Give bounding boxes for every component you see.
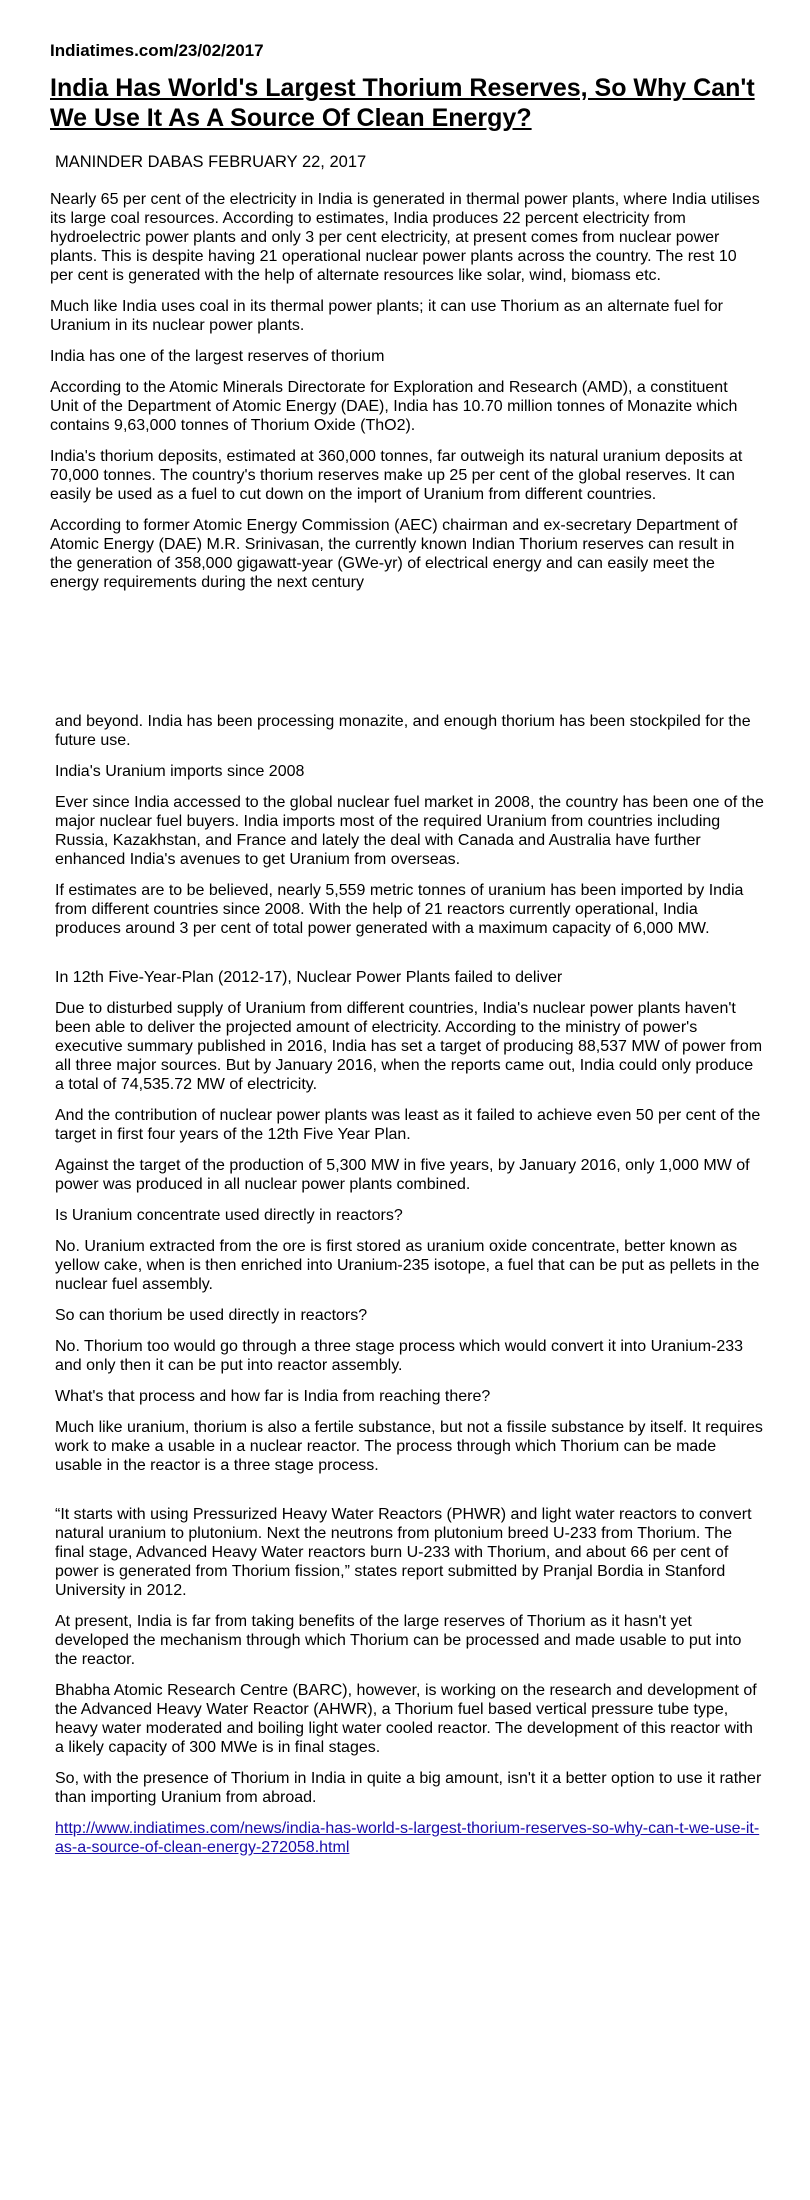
subheading: What's that process and how far is India from reaching there? bbox=[55, 1388, 491, 1405]
paragraph: No. Uranium extracted from the ore is first stored as uranium oxide concentrate, better known as yellow cake, when is then enriched into Uranium-235 isotope, a fuel that can be put as pellets in the nuclear fuel assembly. bbox=[55, 1238, 760, 1293]
subheading: In 12th Five-Year-Plan (2012-17), Nuclear Power Plants failed to deliver bbox=[55, 969, 563, 986]
subheading: Is Uranium concentrate used directly in reactors? bbox=[55, 1207, 403, 1224]
paragraph: So, with the presence of Thorium in India in quite a big amount, isn't it a better option to use it rather than importing Uranium from abroad. bbox=[55, 1770, 762, 1806]
paragraph: According to the Atomic Minerals Directorate for Exploration and Research (AMD), a constituent Unit of the Department of Atomic Energy (DAE), India has 10.70 million tonnes of Monazite which contains 9,63,000 tonnes of Thorium Oxide (ThO2). bbox=[50, 379, 738, 434]
subheading: India's Uranium imports since 2008 bbox=[55, 763, 305, 780]
paragraph: And the contribution of nuclear power plants was least as it failed to achieve even 50 per cent of the target in first four years of the 12th Five Year Plan. bbox=[55, 1107, 761, 1143]
paragraph: If estimates are to be believed, nearly 5,559 metric tonnes of uranium has been imported by India from different countries since 2008. With the help of 21 reactors currently operational, India produces around 3 per cent of total power generated with a maximum capacity of 6,000 MW. bbox=[55, 882, 744, 937]
byline: MANINDER DABAS FEBRUARY 22, 2017 bbox=[55, 153, 367, 171]
paragraph: India's thorium deposits, estimated at 360,000 tonnes, far outweigh its natural uranium deposits at 70,000 tonnes. The country's thorium reserves make up 25 per cent of the global reserves. It can easily be used as a fuel to cut down on the import of Uranium from different countries. bbox=[50, 448, 743, 503]
paragraph: Against the target of the production of 5,300 MW in five years, by January 2016, only 1,000 MW of power was produced in all nuclear power plants combined. bbox=[55, 1157, 750, 1193]
paragraph: Bhabha Atomic Research Centre (BARC), however, is working on the research and development of the Advanced Heavy Water Reactor (AHWR), a Thorium fuel based vertical pressure tube type, heavy water moderated and boiling light water cooled reactor. The development of this reactor with a likely capacity of 300 MWe is in final stages. bbox=[55, 1682, 757, 1756]
paragraph: At present, India is far from taking benefits of the large reserves of Thorium as it hasn't yet developed the mechanism through which Thorium can be processed and made usable to put into the reactor. bbox=[55, 1613, 742, 1668]
subheading: India has one of the largest reserves of thorium bbox=[50, 348, 385, 365]
paragraph: According to former Atomic Energy Commission (AEC) chairman and ex-secretary Department of Atomic Energy (DAE) M.R. Srinivasan, the currently known Indian Thorium reserves can result in the generation of 358,000 gigawatt-year (GWe-yr) of electrical energy and can easily meet the energy requirements during the next century bbox=[50, 517, 738, 591]
paragraph: No. Thorium too would go through a three stage process which would convert it into Uranium-233 and only then it can be put into reactor assembly. bbox=[55, 1338, 744, 1374]
source-line: Indiatimes.com/23/02/2017 bbox=[50, 41, 264, 60]
quote-paragraph: “It starts with using Pressurized Heavy Water Reactors (PHWR) and light water reactors to convert natural uranium to plutonium. Next the neutrons from plutonium breed U-233 from Thorium. The final stage, Advanced Heavy Water reactors burn U-233 with Thorium, and about 66 per cent of power is generated from Thorium fission,” states report submitted by Pranjal Bordia in Stanford University in 2012. bbox=[55, 1506, 752, 1599]
paragraph: Much like uranium, thorium is also a fertile substance, but not a fissile substance by itself. It requires work to make a usable in a nuclear reactor. The process through which Thorium can be made usable in the reactor is a three stage process. bbox=[55, 1419, 763, 1474]
paragraph: Ever since India accessed to the global nuclear fuel market in 2008, the country has been one of the major nuclear fuel buyers. India imports most of the required Uranium from countries including Russia, Kazakhstan, and France and lately the deal with Canada and Australia have further enhanced India's avenues to get Uranium from overseas. bbox=[55, 794, 764, 868]
source-url-link[interactable]: http://www.indiatimes.com/news/india-has-world-s-largest-thorium-reserves-so-why-can-t-we-use-it-as-a-source-of-clean-energy-272058.html bbox=[55, 1820, 760, 1856]
article-body-part-2 bbox=[55, 712, 765, 1857]
paragraph: Due to disturbed supply of Uranium from different countries, India's nuclear power plants haven't been able to deliver the projected amount of electricity. According to the ministry of power's executive summary published in 2016, India has set a target of producing 88,537 MW of power from all three major sources. But by January 2016, when the reports came out, India could only produce a total of 74,535.72 MW of electricity. bbox=[55, 1000, 763, 1093]
article-title: India Has World's Largest Thorium Reserves, So Why Can't We Use It As A Source Of Clean Energy? bbox=[50, 74, 755, 132]
paragraph: Much like India uses coal in its thermal power plants; it can use Thorium as an alternate fuel for Uranium in its nuclear power plants. bbox=[50, 298, 723, 334]
paragraph: Nearly 65 per cent of the electricity in India is generated in thermal power plants, where India utilises its large coal resources. According to estimates, India produces 22 percent electricity from hydroelectric power plants and only 3 per cent electricity, at present comes from nuclear power plants. This is despite having 21 operational nuclear power plants across the country. The rest 10 per cent is generated with the help of alternate resources like solar, wind, biomass etc. bbox=[50, 191, 760, 284]
paragraph: and beyond. India has been processing monazite, and enough thorium has been stockpiled for the future use. bbox=[55, 713, 751, 749]
subheading: So can thorium be used directly in reactors? bbox=[55, 1307, 368, 1324]
article-body-part-1 bbox=[50, 190, 760, 604]
